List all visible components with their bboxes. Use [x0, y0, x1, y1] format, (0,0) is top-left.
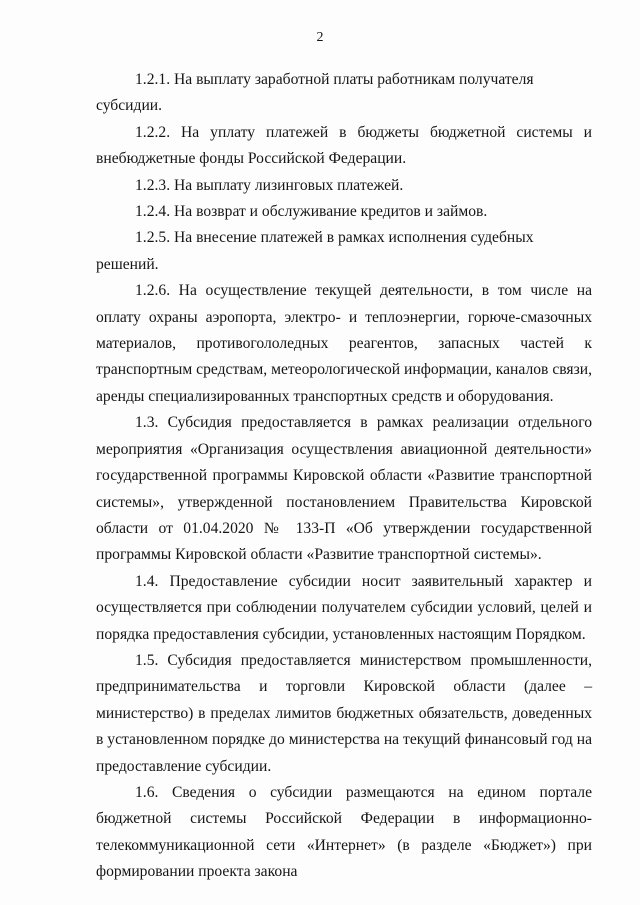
paragraph-1-2-6: 1.2.6. На осуществление текущей деятельности, в том числе на оплату охраны аэропорта, электро- и теплоэнергии, горюче-смазочных материалов, противогололедных реагентов, запасных частей к транспортным средствам, метеорологической информации, каналов связи, аренды специализированных транспортных средств и оборудования.: [96, 282, 592, 405]
paragraph-1-2-1: 1.2.1. На выплату заработной платы работникам получателя субсидии.: [96, 71, 534, 115]
paragraph-1-2-3: 1.2.3. На выплату лизинговых платежей.: [135, 176, 404, 194]
paragraph-1-4: 1.4. Предоставление субсидии носит заявительный характер и осуществляется при соблюдении получателем субсидии условий, целей и порядка предоставления субсидии, установленных настоящим Порядком.: [96, 572, 592, 643]
paragraph-1-3: 1.3. Субсидия предоставляется в рамках реализации отдельного мероприятия «Организация осуществления авиационной деятельности» государственной программы Кировской области «Развитие транспортной системы», утвержденной постановлением Правительства Кировской области от 01.04.2020 № 133-П «Об утверждении государственной программы Кировской области «Развитие транспортной системы».: [96, 414, 592, 564]
paragraph-1-5: 1.5. Субсидия предоставляется министерством промышленности, предпринимательства и торговли Кировской области (далее – министерство) в пределах лимитов бюджетных обязательств, доведенных в установленном порядке до министерства на текущий финансовый год на предоставление субсидии.: [96, 651, 592, 775]
page-number: 2: [316, 30, 324, 45]
paragraph-1-2-2: 1.2.2. На уплату платежей в бюджеты бюджетной системы и внебюджетные фонды Российской Федерации.: [96, 123, 592, 168]
document-body: [96, 67, 592, 886]
paragraph-1-6: 1.6. Сведения о субсидии размещаются на едином портале бюджетной системы Российской Федерации в информационно-телекоммуникационной сети «Интернет» (в разделе «Бюджет») при формировании проекта закона: [96, 783, 592, 881]
paragraph-1-2-5: 1.2.5. На внесение платежей в рамках исполнения судебных решений.: [96, 229, 534, 273]
paragraph-1-2-4: 1.2.4. На возврат и обслуживание кредитов и займов.: [135, 203, 488, 221]
